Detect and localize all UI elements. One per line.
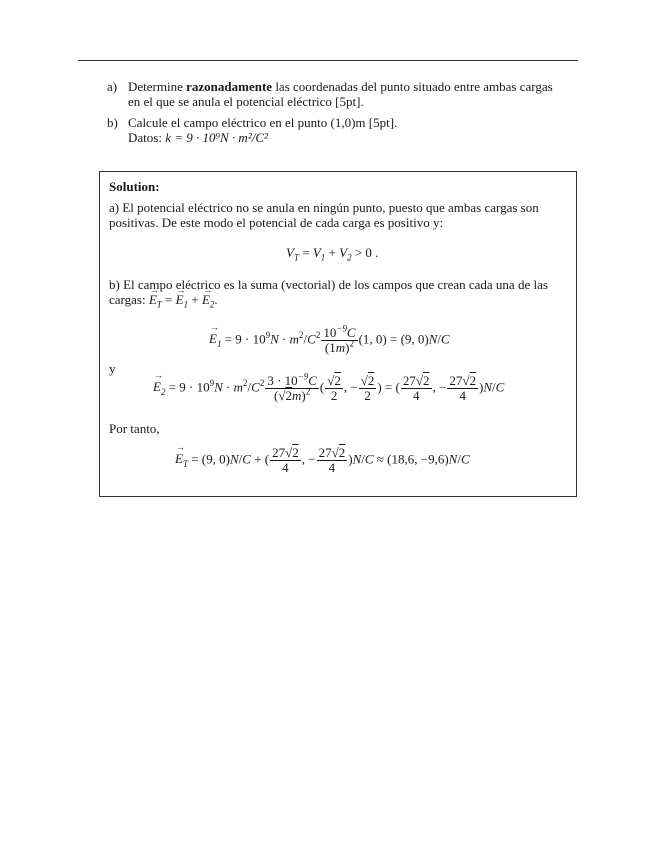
solution-box	[99, 171, 577, 497]
equation-vt: $V_T = V_1 + V_2 > 0$ .	[286, 245, 379, 263]
question-b-constant: k = 9 · 10⁹N · m²/C²	[165, 130, 268, 145]
question-a-bold: razonadamente	[186, 79, 273, 94]
equation-et: → $E_T = (9$, 0)N/C + ( $\frac{27√2}{4}$ , − $\frac{27√2}{4}$ )N/C ≈ (18,6, −9,6)N/C	[175, 446, 470, 475]
question-b-label: b)	[107, 115, 118, 130]
header-rule	[78, 60, 578, 61]
question-a-label: a)	[107, 79, 118, 94]
question-a	[107, 79, 582, 111]
solution-por-tanto: Por tanto,	[109, 421, 160, 436]
question-b-datos: Datos:	[128, 130, 166, 145]
question-a-line2: en el que se anula el potencial eléctrico [5pt].	[128, 94, 364, 109]
question-a-text-pre: Determine	[128, 79, 187, 94]
question-b-line1: Calcule el campo eléctrico en el punto (1,0)m [5pt].	[128, 115, 398, 130]
solution-y-word: y	[109, 361, 116, 376]
solution-a-line2: positivas. De este modo el potencial de cada carga es positivo y:	[109, 215, 444, 230]
solution-a-text	[109, 200, 571, 230]
equation-e2: → $E_2 = 9 \cdot 10^9N \cdot m^2/C^2$ $\frac{3 \cdot 10^{-9}C}{(√2m)^2}$ ( $\frac{√2}{2}$ , − $\frac{√2}{2}$ ) = ( $\frac{27√2}{4}$ , − $\frac{27√2}{4}$ )N/C	[153, 374, 504, 403]
solution-b-text: b) El campo eléctrico es la suma (vectorial) de los campos que crean cada una de las cargas: → $E_T$ = → $E_1$ + → $E_2$.	[109, 277, 571, 307]
question-b	[107, 115, 582, 147]
equation-e1: → $E_1 = 9 \cdot 10^9N \cdot m^2/C^2$ $\frac{10^{-9}C}{(1m)^2}$ (1, 0) = (9, 0)N/C	[209, 326, 450, 355]
solution-b-line1: b) El campo eléctrico es la suma (vectorial) de los campos que crean cada una de las	[109, 277, 548, 292]
question-a-text-post: las coordenadas del punto situado entre ambas cargas	[272, 79, 553, 94]
solution-a-line1: a) El potencial eléctrico no se anula en ningún punto, puesto que ambas cargas son	[109, 200, 539, 215]
solution-title: Solution:	[109, 179, 160, 194]
